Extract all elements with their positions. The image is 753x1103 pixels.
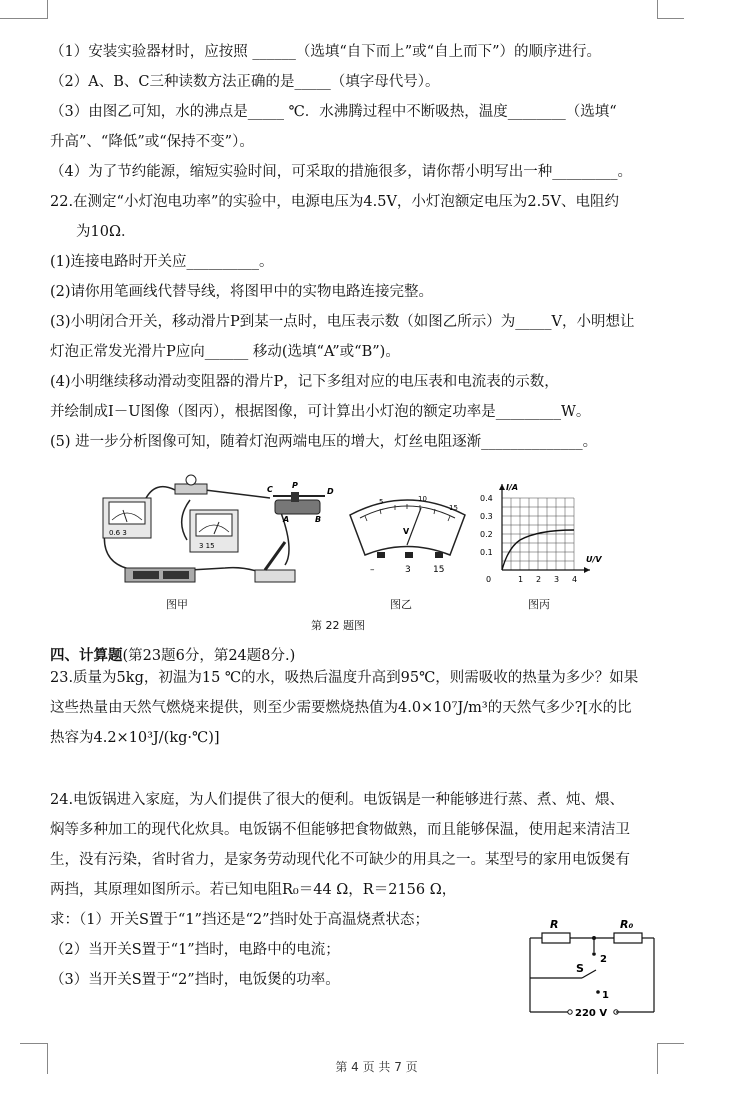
q24-line6: （2）当开关S置于“1”挡时，电路中的电流； <box>50 942 340 958</box>
figure-caption-q22: 第 22 题图 <box>311 619 365 632</box>
q21-part4: （4）为了节约能源，缩短实验时间，可采取的措施很多，请你帮小明写出一种_________。 <box>50 164 632 180</box>
crop-mark-top-left <box>0 0 48 19</box>
graph-x-label: U/V <box>586 555 602 564</box>
lamp <box>175 475 207 494</box>
page-footer: 第 4 页 共 7 页 <box>335 1060 418 1074</box>
q21-part2: （2）A、B、C三种读数方法正确的是_____（填字母代号）。 <box>50 74 440 90</box>
rheostat-label-c: C <box>267 485 273 494</box>
q23-line1: 23.质量为5kg，初温为15 ℃的水，吸热后温度升高到95℃，则需吸收的热量为多少？如果 <box>50 670 639 686</box>
dial-label-15: 15 <box>449 504 458 512</box>
label-resistor-r: R <box>550 918 559 931</box>
graph-x-tick: 4 <box>572 575 578 584</box>
graph-y-tick: 0.1 <box>480 548 493 557</box>
q22-part1: (1)连接电路时开关应__________。 <box>50 254 274 270</box>
rice-cooker-circuit-diagram <box>520 912 660 1022</box>
graph-y-tick: 0.4 <box>480 494 493 503</box>
q22-part2: (2)请你用笔画线代替导线，将图甲中的实物电路连接完整。 <box>50 284 434 300</box>
q22-stem-line1: 22.在测定“小灯泡电功率”的实验中，电源电压为4.5V，小灯泡额定电压为2.5V、电阻约 <box>50 194 619 210</box>
q24-line3: 生，没有污染，省时省力，是家务劳动现代化不可缺少的用具之一。某型号的家用电饭煲有 <box>50 852 630 868</box>
rheostat <box>267 481 334 524</box>
q22-stem-line2: 为10Ω． <box>76 224 136 240</box>
rheostat-label-d: D <box>327 487 334 496</box>
voltmeter-scale-label: 3 15 <box>199 542 215 550</box>
circuit-wire <box>205 490 270 498</box>
section-4-heading <box>50 646 295 666</box>
crop-mark-top-right <box>657 0 684 19</box>
caption-figure-bing: 图丙 <box>528 598 550 611</box>
q22-part5: (5) 进一步分析图像可知，随着灯泡两端电压的增大，灯丝电阻逐渐______________。 <box>50 434 598 450</box>
section-4-title: 四、计算题 <box>50 648 123 664</box>
graph-origin: 0 <box>486 575 492 584</box>
figure-yi-voltmeter-dial <box>345 490 470 590</box>
label-switch-s: S <box>576 962 584 975</box>
q22-part4-line1: (4)小明继续移动滑动变阻器的滑片P，记下多组对应的电压表和电流表的示数， <box>50 374 559 390</box>
voltmeter <box>190 510 238 552</box>
q21-part3-line2: 升高”、“降低”或“保持不变”）。 <box>50 134 254 150</box>
graph-y-label: I/A <box>506 483 519 492</box>
q22-part4-line2: 并绘制成I－U图像（图丙），根据图像，可计算出小灯泡的额定功率是_________W。 <box>50 404 591 420</box>
q23-line3: 热容为4.2×10³J/(kg·℃)] <box>50 730 220 746</box>
label-position-2: 2 <box>600 954 607 965</box>
rheostat-label-b: B <box>315 515 322 524</box>
ammeter <box>103 498 151 538</box>
resistor-r0 <box>614 933 642 943</box>
graph-x-tick: 2 <box>536 575 542 584</box>
label-resistor-r0: R₀ <box>620 918 634 931</box>
dial-terminal-3: 3 <box>405 565 411 575</box>
label-position-1: 1 <box>602 990 609 1001</box>
graph-y-tick: 0.2 <box>480 530 493 539</box>
q24-line5: 求：（1）开关S置于“1”挡还是“2”挡时处于高温烧煮状态； <box>50 912 430 928</box>
q21-part3-line1: （3）由图乙可知，水的沸点是_____ ℃．水沸腾过程中不断吸热，温度________（选填“ <box>50 104 617 120</box>
q22-part3-line2: 灯泡正常发光滑片P应向______ 移动(选填“A”或“B”)。 <box>50 344 400 360</box>
graph-y-tick: 0.3 <box>480 512 493 521</box>
label-supply-voltage: 220 V <box>575 1008 608 1019</box>
section-4-note: (第23题6分，第24题8分.) <box>122 648 296 664</box>
resistor-r <box>542 933 570 943</box>
caption-figure-yi: 图乙 <box>390 598 412 611</box>
q23-line2: 这些热量由天然气燃烧来提供，则至少需要燃烧热值为4.0×10⁷J/m³的天然气多少?[水的比 <box>50 700 632 716</box>
svg-text:–: – <box>370 565 375 575</box>
q22-part3-line1: (3)小明闭合开关，移动滑片P到某一点时，电压表示数（如图乙所示）为_____V，小明想让 <box>50 314 635 330</box>
rheostat-label-p: P <box>292 481 298 490</box>
battery-pack <box>125 568 195 582</box>
q24-line2: 焖等多种加工的现代化炊具。电饭锅不但能够把食物做熟，而且能够保温，使用起来清洁卫 <box>50 822 630 838</box>
dial-unit-v: V <box>403 527 410 536</box>
q24-line7: （3）当开关S置于“2”挡时，电饭煲的功率。 <box>50 972 340 988</box>
circuit-wire <box>182 500 190 540</box>
rheostat-label-a: A <box>283 515 290 524</box>
figure-bing-iu-graph <box>478 478 618 590</box>
dial-terminal-15: 15 <box>433 565 445 575</box>
q24-line1: 24.电饭锅进入家庭，为人们提供了很大的便利。电饭锅是一种能够进行蒸、煮、炖、煨、 <box>50 792 625 808</box>
q24-line4: 两挡，其原理如图所示。若已知电阻R₀＝44 Ω，R＝2156 Ω， <box>50 882 457 898</box>
dial-label-5: 5 <box>379 498 384 506</box>
graph-x-tick: 1 <box>518 575 524 584</box>
caption-figure-jia: 图甲 <box>166 598 188 611</box>
dial-label-10: 10 <box>418 495 427 503</box>
figure-jia-circuit <box>95 470 335 590</box>
graph-x-tick: 3 <box>554 575 560 584</box>
q21-part1: （1）安装实验器材时，应按照 ______（选填“自下而上”或“自上而下”）的顺序进行。 <box>50 44 601 60</box>
circuit-wire <box>190 568 265 574</box>
ammeter-scale-label: 0.6 3 <box>109 529 127 537</box>
